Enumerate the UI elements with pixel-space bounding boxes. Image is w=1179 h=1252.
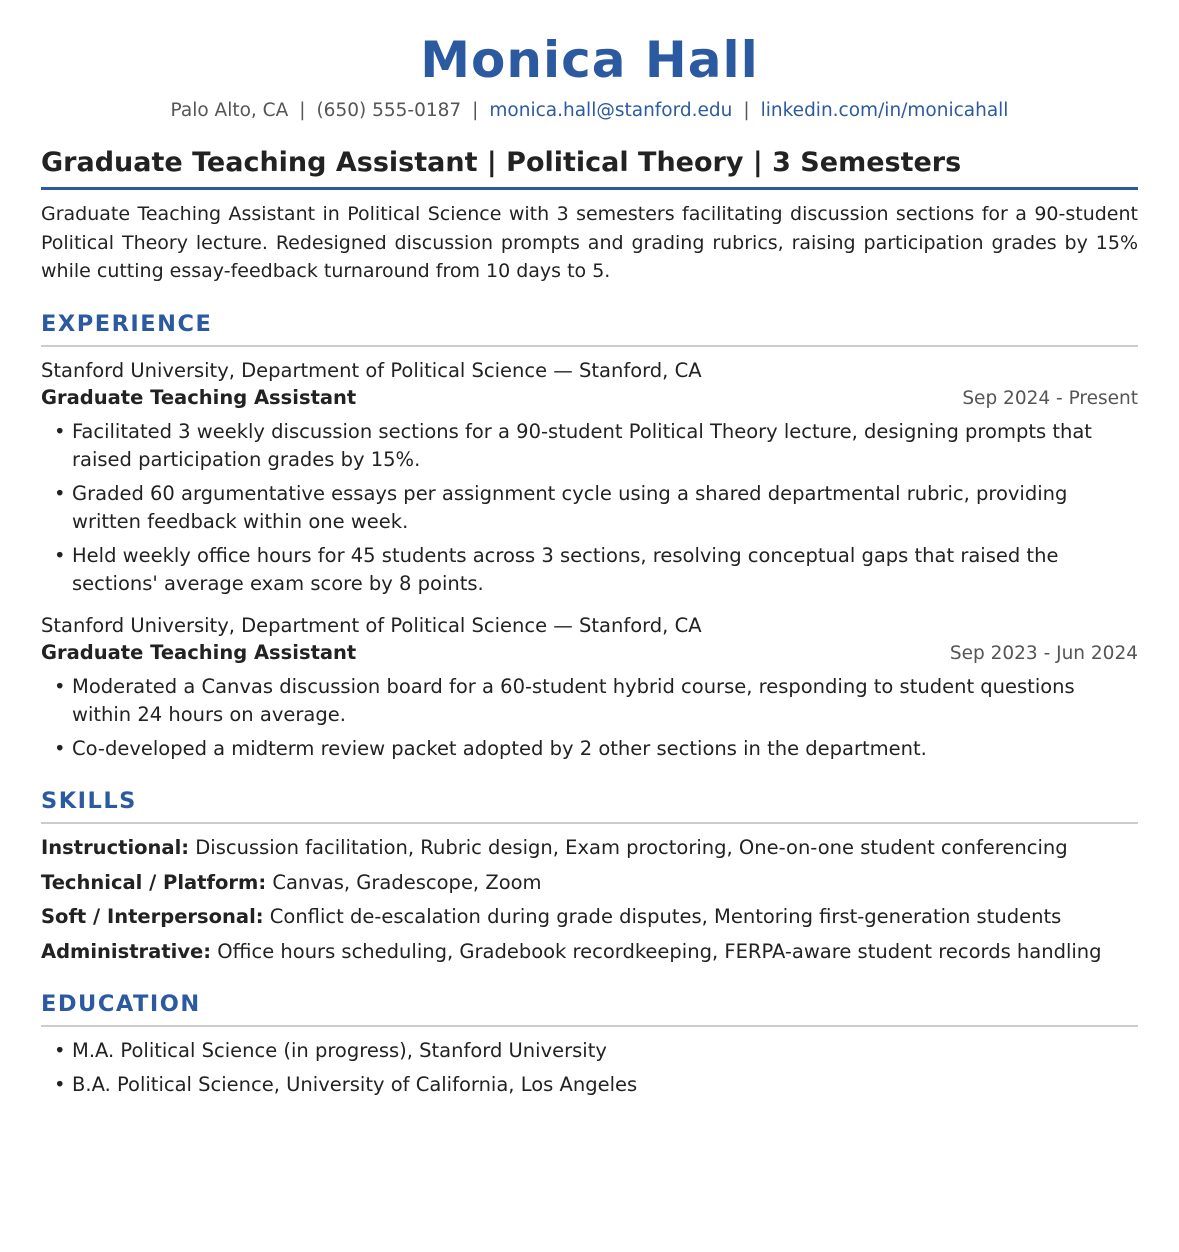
- education-item: • M.A. Political Science (in progress), Stanford University: [41, 1037, 1138, 1066]
- contact-line: [41, 99, 1138, 123]
- job-dates: Sep 2024 - Present: [962, 387, 1138, 409]
- skill-group: [41, 903, 1138, 932]
- skills-section-title: SKILLS: [41, 786, 1138, 824]
- job-bullets: [41, 418, 1138, 599]
- skill-group-text: Discussion facilitation, Rubric design, Exam proctoring, One-on-one student conferencing: [195, 836, 1068, 859]
- experience-section-title: EXPERIENCE: [41, 309, 1138, 347]
- job-organization: Stanford University, Department of Political Science — Stanford, CA: [41, 613, 702, 637]
- email-link[interactable]: monica.hall@stanford.edu: [489, 100, 733, 121]
- resume-page: [0, 32, 1179, 1252]
- skill-group-label: Soft / Interpersonal:: [41, 905, 264, 928]
- job-bullet: • Co-developed a midterm review packet adopted by 2 other sections in the department.: [41, 735, 1138, 764]
- skill-group: [41, 834, 1138, 863]
- contact-phone: (650) 555-0187: [316, 100, 462, 121]
- skills-list: [41, 834, 1138, 966]
- job-entry: [41, 613, 1138, 764]
- job-role: Graduate Teaching Assistant: [41, 385, 357, 409]
- education-section-title: EDUCATION: [41, 989, 1138, 1027]
- job-entry: [41, 358, 1138, 599]
- job-organization: Stanford University, Department of Political Science — Stanford, CA: [41, 358, 702, 382]
- education-list: [41, 1037, 1138, 1099]
- skill-group-label: Administrative:: [41, 939, 212, 963]
- skill-group-label: Instructional:: [41, 836, 190, 859]
- skill-group: [41, 938, 1138, 967]
- skill-group-text: Office hours scheduling, Gradebook recordkeeping, FERPA-aware student records handling: [217, 939, 1102, 963]
- job-bullet: • Moderated a Canvas discussion board for a 60-student hybrid course, responding to student questions within 24 hours on average.: [41, 673, 1138, 730]
- candidate-name: Monica Hall: [420, 31, 759, 89]
- job-bullets: [41, 673, 1138, 764]
- job-role: Graduate Teaching Assistant: [41, 640, 357, 664]
- job-role-row: [41, 639, 1138, 667]
- job-dates: Sep 2023 - Jun 2024: [949, 642, 1138, 664]
- contact-separator: |: [472, 100, 479, 121]
- skill-group-text: Canvas, Gradescope, Zoom: [272, 870, 542, 894]
- skill-group-label: Technical / Platform:: [41, 870, 267, 894]
- contact-location: Palo Alto, CA: [170, 100, 289, 121]
- job-role-row: [41, 384, 1138, 412]
- linkedin-link[interactable]: linkedin.com/in/monicahall: [760, 100, 1009, 121]
- education-item: • B.A. Political Science, University of California, Los Angeles: [41, 1071, 1138, 1100]
- skill-group-text: Conflict de-escalation during grade disputes, Mentoring first-generation students: [269, 905, 1062, 928]
- job-bullet: • Held weekly office hours for 45 students across 3 sections, resolving conceptual gaps that raised the sections' average exam score by 8 points.: [41, 542, 1138, 599]
- job-bullet: • Facilitated 3 weekly discussion sections for a 90-student Political Theory lecture, designing prompts that raised participation grades by 15%.: [41, 418, 1138, 475]
- job-bullet: • Graded 60 argumentative essays per assignment cycle using a shared departmental rubric, providing written feedback within one week.: [41, 480, 1138, 537]
- contact-separator: |: [299, 100, 306, 121]
- contact-separator: |: [743, 100, 750, 121]
- education-bullets: [41, 1037, 1138, 1099]
- summary-paragraph: Graduate Teaching Assistant in Political Science with 3 semesters facilitating discussion sections for a 90-student Political Theory lecture. Redesigned discussion prompts and grading rubrics, raising participation grades by 15% while cutting essay-feedback turnaround from 10 days to 5.: [41, 203, 1138, 282]
- resume-headline: Graduate Teaching Assistant | Political Theory | 3 Semesters: [41, 146, 1138, 190]
- skill-group: [41, 869, 1138, 898]
